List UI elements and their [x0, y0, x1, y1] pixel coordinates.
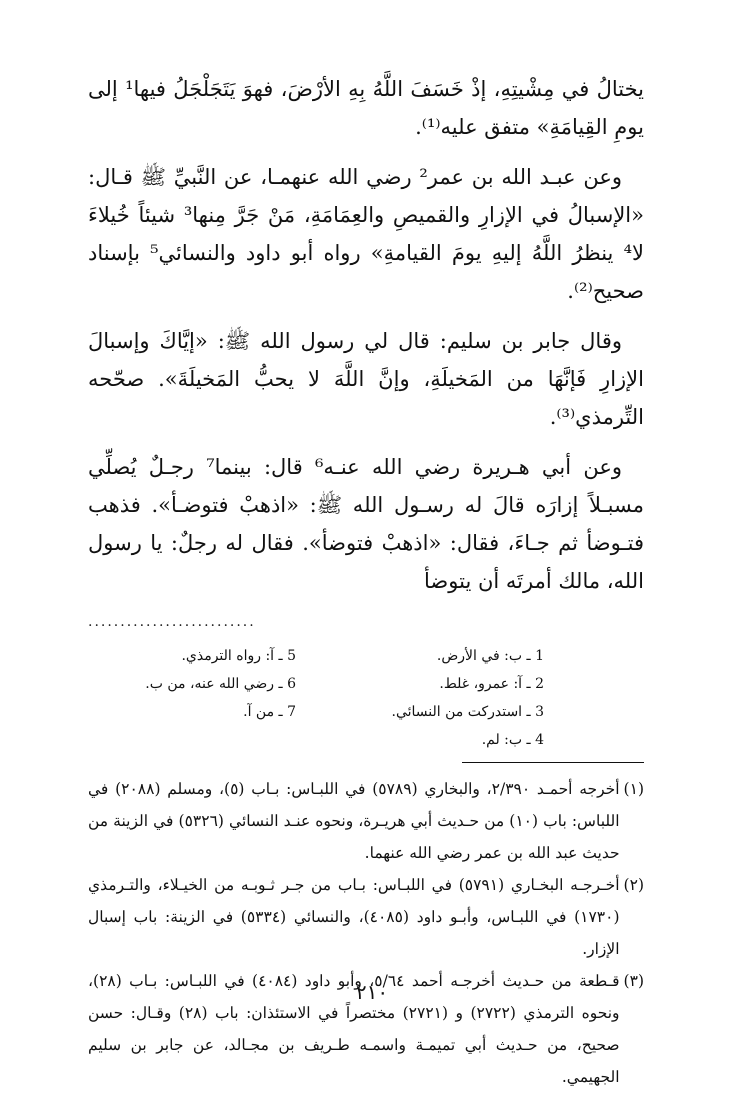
paragraph-1: يختالُ في مِشْيتِهِ، إذْ خَسَفَ اللَّهُ بِهِ الأرْضَ، فهوَ يَتَجَلْجَلُ فيها¹ إلى يومِ القِيامَةِ» متفق عليه⁽¹⁾.: [88, 77, 644, 139]
variant-3: 3 ـ استدركت من النسائي.: [391, 704, 544, 720]
variant-4: 4 ـ ب: لم.: [481, 732, 544, 748]
page-body: [88, 70, 644, 1093]
footnote-text: أخرجه أحمـد ٢/٣٩٠، والبخاري (٥٧٨٩) في اللبـاس: بـاب (٥)، ومسلم (٢٠٨٨) في اللباس: باب (١٠) من حـديث أبي هريـرة، ونحوه عنـد النسائي (٥٣٢٦) في الزينة من حديث عبد الله بن عمر رضي الله عنهما.: [88, 780, 620, 862]
footnote-1: [88, 773, 644, 869]
footnote-number: (٣): [623, 972, 644, 990]
footnote-number: (١): [623, 780, 644, 798]
footnote-number: (٢): [623, 876, 644, 894]
variant-2: 2 ـ آ: عمرو، غلط.: [439, 676, 544, 692]
footnote-text: أخـرجـه البخـاري (٥٧٩١) في اللبـاس: بـاب من جـر ثـوبـه من الخيـلاء، والتـرمذي (١٧٣٠) في اللبـاس، وأبـو داود (٤٠٨٥)، والنسائي (٥٣٣٤) في الزينة: باب إسبال الإزار.: [88, 876, 620, 958]
footnote-separator: [88, 752, 644, 773]
footnote-text: قـطعة من حـديث أخرجـه أحمد ٥/٦٤، وأبو داود (٤٠٨٤) في اللبـاس: بـاب (٢٨)، ونحوه الترمذي (٢٧٢٢) و (٢٧٢١) مختصراً في الاستئذان: باب (٢٨) وقـال: حسن صحيح، من حـديث أبي تميمـة واسمـه طـريف بن مجـالد، عن جابر بن سليم الجهيمي.: [88, 972, 620, 1086]
footnote-2: [88, 869, 644, 965]
footnotes: [88, 773, 644, 1093]
variant-6: 6 ـ رضي الله عنه، من ب.: [145, 676, 296, 692]
continuation-dots: ..........................: [88, 614, 256, 630]
variant-5: 5 ـ آ: رواه الترمذي.: [181, 648, 296, 664]
page-number: ٢١٠: [355, 980, 389, 1004]
paragraph-4: وعن أبي هـريرة رضي الله عنـه⁶ قال: بينما⁷ رجـلٌ يُصلِّي مسبـلاً إزارَه قالَ له رسـول الله ﷺ: «اذهبْ فتوضـأ». فذهب فتـوضأ ثم جـاءَ، فقال: «اذهبْ فتوضأ». فقال له رجلٌ: يا رسول الله، مالك أمرتَه أن يتوضأ: [88, 455, 644, 593]
main-text: [88, 70, 644, 600]
variant-empty: [88, 728, 296, 752]
variant-1: 1 ـ ب: في الأرض.: [436, 648, 544, 664]
paragraph-3: وقال جابر بن سليم: قال لي رسول الله ﷺ: «إيَّاكَ وإسبالَ الإزارِ فَإنَّهَا من المَخيلَةِ، وإنَّ اللَّهَ لا يحبُّ المَخيلَةَ». صحّحه التِّرمذي⁽³⁾.: [88, 329, 644, 429]
variant-7: 7 ـ من آ.: [243, 704, 296, 720]
variant-readings: [88, 644, 644, 752]
paragraph-2: وعن عبـد الله بن عمر² رضي الله عنهمـا، عن النَّبيِّ ﷺ قـال: «الإسبالُ في الإزارِ والقميصِ والعِمَامَةِ، مَنْ جَرَّ مِنها³ شيئاً خُيلاءَ لا⁴ ينظرُ اللَّهُ إليهِ يومَ القيامةِ» رواه أبو داود والنسائي⁵ بإسناد صحيح⁽²⁾.: [88, 165, 644, 303]
